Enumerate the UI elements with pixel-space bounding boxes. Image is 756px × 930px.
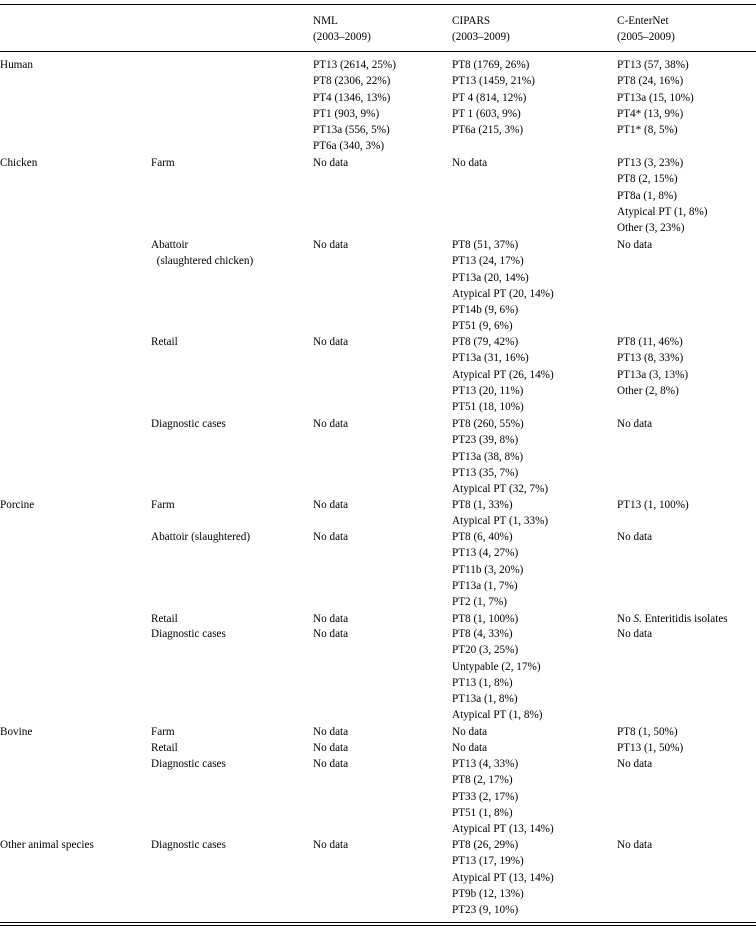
species-cell bbox=[0, 837, 94, 853]
cipars-cell-line: No data bbox=[452, 726, 488, 738]
cipars-cell-line: PT8 (26, 29%) bbox=[452, 839, 519, 851]
table-body bbox=[0, 57, 756, 919]
nml-cell-line: PT6a (340, 3%) bbox=[313, 140, 385, 153]
nml-cell-line: No data bbox=[313, 613, 349, 625]
cipars-cell-line: PT8 (79, 42%) bbox=[452, 336, 519, 348]
source-cell bbox=[151, 529, 250, 545]
cipars-cell-line: PT 4 (814, 12%) bbox=[452, 91, 527, 104]
source-cell-line: Farm bbox=[151, 499, 175, 511]
centernet-cell bbox=[617, 740, 683, 756]
header-centernet bbox=[617, 13, 675, 46]
cipars-cell bbox=[452, 756, 554, 837]
cipars-cell-line: PT8 (260, 55%) bbox=[452, 418, 524, 430]
cipars-cell-line: PT13 (20, 11%) bbox=[452, 384, 524, 397]
species-cell bbox=[0, 724, 32, 740]
nml-cell-line: PT13a (556, 5%) bbox=[313, 124, 390, 137]
centernet-cell-line: PT13 (1, 50%) bbox=[617, 742, 684, 754]
cipars-cell-line: PT13a (31, 16%) bbox=[452, 352, 529, 365]
cipars-cell-line: No data bbox=[452, 742, 488, 754]
nml-cell-line: No data bbox=[313, 418, 349, 430]
species-cell bbox=[0, 497, 34, 513]
cipars-cell-line: No data bbox=[452, 157, 488, 169]
centernet-cell-line: No data bbox=[617, 628, 653, 640]
cipars-cell bbox=[452, 626, 543, 724]
cipars-cell-line: PT13a (20, 14%) bbox=[452, 271, 529, 284]
centernet-cell-line: PT13 (3, 23%) bbox=[617, 157, 684, 169]
source-cell bbox=[151, 416, 226, 432]
centernet-cell bbox=[617, 334, 688, 399]
cipars-cell-line: PT13 (17, 19%) bbox=[452, 855, 524, 868]
centernet-cell-line: PT8a (1, 8%) bbox=[617, 189, 677, 202]
nml-cell-line: No data bbox=[313, 531, 349, 543]
centernet-cell bbox=[617, 626, 652, 642]
cipars-cell bbox=[452, 740, 487, 756]
cipars-cell bbox=[452, 837, 554, 918]
table-top-rule bbox=[0, 4, 756, 5]
centernet-cell-line: No data bbox=[617, 531, 653, 543]
centernet-cell bbox=[617, 837, 652, 853]
centernet-cell-line: PT8 (1, 50%) bbox=[617, 726, 678, 738]
table-row bbox=[0, 237, 756, 334]
centernet-cell-line: Other (2, 8%) bbox=[617, 384, 679, 397]
centernet-cell bbox=[617, 529, 652, 545]
centernet-cell bbox=[617, 155, 708, 236]
centernet-cell-line: PT13 (57, 38%) bbox=[617, 59, 689, 71]
table-row bbox=[0, 155, 756, 237]
source-cell-line: Abattoir bbox=[151, 239, 189, 251]
source-cell-line: Farm bbox=[151, 157, 175, 169]
nml-cell-line: No data bbox=[313, 157, 349, 169]
centernet-cell bbox=[617, 57, 694, 138]
cipars-cell bbox=[452, 155, 487, 171]
cipars-cell-line: PT13 (24, 17%) bbox=[452, 255, 524, 268]
table-row bbox=[0, 724, 756, 740]
cipars-cell-line: Atypical PT (26, 14%) bbox=[452, 368, 554, 381]
cipars-cell-line: PT13 (35, 7%) bbox=[452, 466, 519, 479]
cipars-cell-line: PT13a (1, 7%) bbox=[452, 579, 518, 592]
source-cell bbox=[151, 334, 178, 350]
cipars-cell-line: PT33 (2, 17%) bbox=[452, 790, 519, 803]
cipars-cell-line: PT8 (1, 100%) bbox=[452, 613, 519, 625]
nml-cell bbox=[313, 497, 348, 513]
cipars-cell-line: PT11b (3, 20%) bbox=[452, 563, 524, 576]
cipars-cell-line: Atypical PT (13, 14%) bbox=[452, 823, 554, 836]
cipars-cell-line: PT6a (215, 3%) bbox=[452, 124, 524, 137]
cipars-cell-line: PT13 (1459, 21%) bbox=[452, 75, 535, 88]
nml-cell-line: No data bbox=[313, 628, 349, 640]
nml-cell-line: No data bbox=[313, 239, 349, 251]
nml-cell bbox=[313, 237, 348, 253]
centernet-cell-line: PT8 (24, 16%) bbox=[617, 75, 684, 88]
species-cell bbox=[0, 155, 37, 171]
source-cell-line: Farm bbox=[151, 726, 175, 738]
centernet-cell bbox=[617, 237, 652, 253]
nml-cell bbox=[313, 756, 348, 772]
cipars-cell-line: PT13 (4, 33%) bbox=[452, 758, 519, 770]
source-cell bbox=[151, 237, 253, 270]
header-nml-period: (2003–2009) bbox=[313, 31, 371, 44]
cipars-cell-line: PT51 (9, 6%) bbox=[452, 320, 513, 333]
nml-cell-line: PT4 (1346, 13%) bbox=[313, 91, 391, 104]
cipars-cell-line: PT20 (3, 25%) bbox=[452, 644, 519, 657]
table-row bbox=[0, 626, 756, 724]
centernet-cell-line: PT13 (8, 33%) bbox=[617, 352, 684, 365]
cipars-cell bbox=[452, 334, 554, 415]
cipars-cell bbox=[452, 497, 548, 530]
source-cell bbox=[151, 740, 178, 756]
source-cell-line: Retail bbox=[151, 336, 178, 348]
nml-cell-line: No data bbox=[313, 499, 349, 511]
centernet-cell-line: No data bbox=[617, 239, 653, 251]
cipars-cell-line: Atypical PT (1, 33%) bbox=[452, 515, 549, 528]
centernet-cell bbox=[617, 497, 689, 513]
nml-cell-line: PT8 (2306, 22%) bbox=[313, 75, 391, 88]
source-cell-line: Diagnostic cases bbox=[151, 628, 226, 640]
nml-cell bbox=[313, 416, 348, 432]
source-cell-line: Diagnostic cases bbox=[151, 418, 226, 430]
table-bottom-rule bbox=[0, 922, 756, 923]
cipars-cell-line: PT8 (4, 33%) bbox=[452, 628, 513, 640]
cipars-cell-line: PT51 (18, 10%) bbox=[452, 401, 524, 414]
source-cell bbox=[151, 837, 226, 853]
cipars-cell bbox=[452, 724, 487, 740]
cipars-cell-line: Untypable (2, 17%) bbox=[452, 660, 541, 673]
table-row bbox=[0, 740, 756, 756]
nml-cell bbox=[313, 57, 396, 155]
cipars-cell-line: PT8 (1, 33%) bbox=[452, 499, 513, 511]
nml-cell bbox=[313, 334, 348, 350]
species-cell-line: Porcine bbox=[0, 499, 35, 511]
nml-cell-line: No data bbox=[313, 742, 349, 754]
centernet-cell-line: PT13 (1, 100%) bbox=[617, 499, 689, 511]
cipars-cell-line: Atypical PT (13, 14%) bbox=[452, 871, 554, 884]
source-cell-line: Retail bbox=[151, 742, 178, 754]
source-cell-line: Abattoir (slaughtered) bbox=[151, 531, 251, 543]
nml-cell-line: No data bbox=[313, 726, 349, 738]
cipars-cell-line: Atypical PT (32, 7%) bbox=[452, 483, 549, 496]
cipars-cell bbox=[452, 529, 523, 610]
cipars-cell-line: PT8 (6, 40%) bbox=[452, 531, 513, 543]
source-cell bbox=[151, 611, 178, 627]
centernet-cell-line: PT13a (15, 10%) bbox=[617, 91, 694, 104]
centernet-cell-line: PT8 (2, 15%) bbox=[617, 173, 678, 186]
centernet-cell-line: PT13a (3, 13%) bbox=[617, 368, 689, 381]
centernet-cell bbox=[617, 416, 652, 432]
centernet-cell-line: PT8 (11, 46%) bbox=[617, 336, 683, 348]
centernet-cell-line: Other (3, 23%) bbox=[617, 222, 685, 235]
cipars-cell-line: PT13a (1, 8%) bbox=[452, 693, 518, 706]
cipars-cell-line: PT13 (1, 8%) bbox=[452, 676, 513, 689]
source-cell-line: Diagnostic cases bbox=[151, 839, 226, 851]
table-bottom-rule-double bbox=[0, 925, 756, 926]
table-header-rule bbox=[0, 51, 756, 52]
table-row bbox=[0, 837, 756, 919]
nml-cell-line: No data bbox=[313, 758, 349, 770]
cipars-cell-line: PT13a (38, 8%) bbox=[452, 450, 524, 463]
cipars-cell bbox=[452, 57, 535, 138]
species-cell-line: Chicken bbox=[0, 157, 38, 169]
centernet-cell-line: No data bbox=[617, 758, 653, 770]
table-row bbox=[0, 416, 756, 497]
nml-cell bbox=[313, 611, 348, 627]
nml-cell bbox=[313, 626, 348, 642]
nml-cell-line: No data bbox=[313, 839, 349, 851]
cipars-cell-line: PT 1 (603, 9%) bbox=[452, 107, 521, 120]
source-cell bbox=[151, 497, 175, 513]
cipars-cell bbox=[452, 611, 518, 627]
nml-cell bbox=[313, 155, 348, 171]
cipars-cell-line: PT14b (9, 6%) bbox=[452, 304, 519, 317]
cipars-cell bbox=[452, 237, 554, 335]
centernet-cell bbox=[617, 611, 728, 627]
nml-cell bbox=[313, 724, 348, 740]
cipars-cell-line: PT51 (1, 8%) bbox=[452, 806, 513, 819]
cipars-cell-line: Atypical PT (1, 8%) bbox=[452, 709, 543, 722]
cipars-cell-line: PT9b (12, 13%) bbox=[452, 887, 524, 900]
nml-cell-line: PT13 (2614, 25%) bbox=[313, 59, 396, 71]
table-row bbox=[0, 497, 756, 529]
source-cell bbox=[151, 724, 175, 740]
header-nml bbox=[313, 13, 371, 46]
table-row bbox=[0, 334, 756, 416]
cipars-cell-line: PT13 (4, 27%) bbox=[452, 547, 519, 560]
cipars-cell-line: PT23 (39, 8%) bbox=[452, 434, 519, 447]
nml-cell-line: PT1 (903, 9%) bbox=[313, 107, 380, 120]
nml-cell bbox=[313, 529, 348, 545]
cipars-cell-line: PT23 (9, 10%) bbox=[452, 904, 519, 917]
table-row bbox=[0, 57, 756, 155]
header-cipars-name: CIPARS bbox=[452, 15, 491, 27]
centernet-cell-line: Atypical PT (1, 8%) bbox=[617, 205, 708, 218]
centernet-cell-line: PT4* (13, 9%) bbox=[617, 107, 684, 120]
species-cell-line: Other animal species bbox=[0, 839, 94, 851]
cipars-cell-line: PT8 (51, 37%) bbox=[452, 239, 519, 251]
cipars-cell-line: PT8 (2, 17%) bbox=[452, 774, 513, 787]
centernet-cell bbox=[617, 724, 678, 740]
table-row bbox=[0, 611, 756, 626]
header-cipars bbox=[452, 13, 510, 46]
centernet-cell-line: No S. Enteritidis isolates bbox=[617, 613, 728, 625]
source-cell bbox=[151, 626, 226, 642]
nml-cell bbox=[313, 837, 348, 853]
species-cell-line: Human bbox=[0, 59, 33, 71]
source-cell-line: (slaughtered chicken) bbox=[151, 255, 254, 268]
nml-cell bbox=[313, 740, 348, 756]
table-header bbox=[0, 13, 756, 45]
cipars-cell-line: PT8 (1769, 26%) bbox=[452, 59, 530, 71]
centernet-cell-line: No data bbox=[617, 839, 653, 851]
table-row bbox=[0, 529, 756, 611]
centernet-cell-line: No data bbox=[617, 418, 653, 430]
centernet-cell bbox=[617, 756, 652, 772]
header-centernet-period: (2005–2009) bbox=[617, 31, 675, 44]
source-cell-line: Retail bbox=[151, 613, 178, 625]
nml-cell-line: No data bbox=[313, 336, 349, 348]
centernet-cell-line: PT1* (8, 5%) bbox=[617, 124, 678, 137]
header-nml-name: NML bbox=[313, 15, 338, 27]
source-cell-line: Diagnostic cases bbox=[151, 758, 226, 770]
source-cell bbox=[151, 155, 175, 171]
cipars-cell-line: Atypical PT (20, 14%) bbox=[452, 287, 554, 300]
species-cell-line: Bovine bbox=[0, 726, 33, 738]
species-cell bbox=[0, 57, 33, 73]
header-centernet-name: C-EnterNet bbox=[617, 15, 669, 27]
cipars-cell bbox=[452, 416, 548, 497]
table-row bbox=[0, 756, 756, 837]
source-cell bbox=[151, 756, 226, 772]
cipars-cell-line: PT2 (1, 7%) bbox=[452, 596, 507, 609]
header-cipars-period: (2003–2009) bbox=[452, 31, 510, 44]
